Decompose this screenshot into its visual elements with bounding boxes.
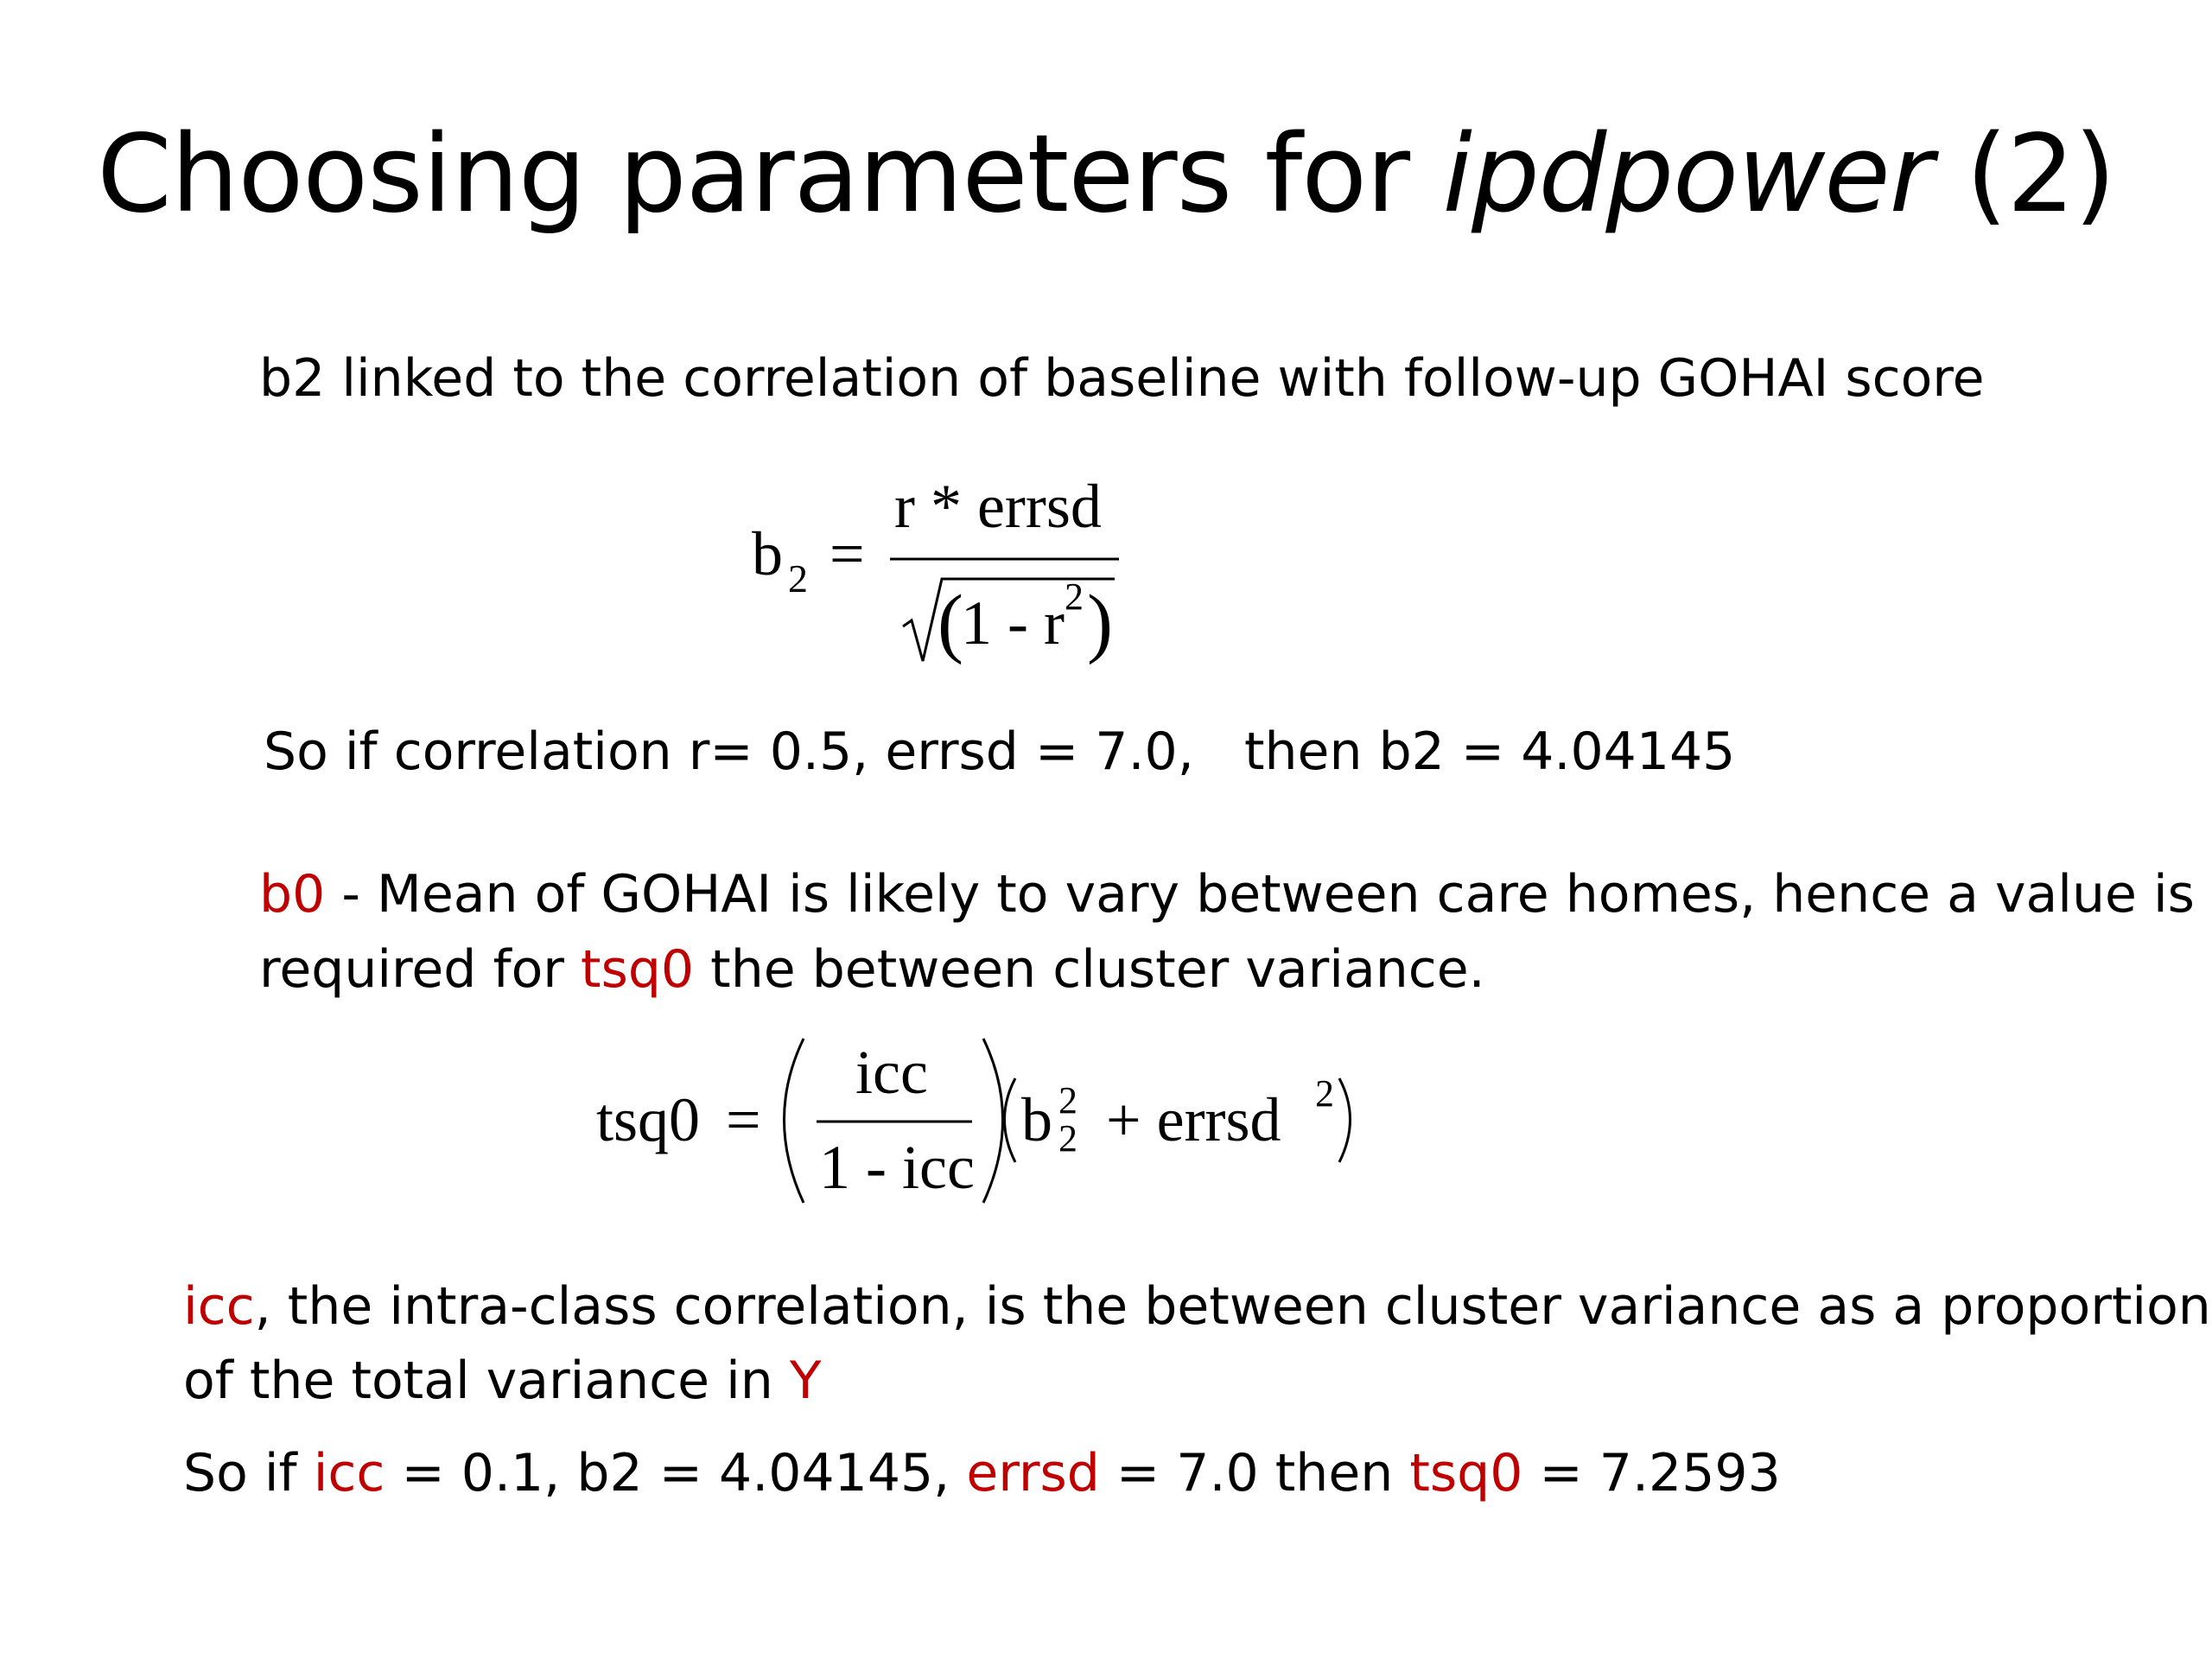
f1-den-exp: 2 <box>1065 575 1084 618</box>
slide-title <box>0 112 2212 237</box>
f1-den: 1 - r <box>961 588 1065 658</box>
f1-eq: = <box>830 519 865 588</box>
f1-lparen: ( <box>938 580 963 665</box>
p3-pre: So if <box>183 1443 314 1503</box>
title-italic: ipdpower <box>1442 112 1933 237</box>
p3-post: = 7.2593 <box>1522 1443 1781 1503</box>
f2-lparen-big <box>785 1039 804 1203</box>
formula-b2 <box>734 467 1149 683</box>
f1-numerator: r * errsd <box>894 472 1102 541</box>
icc-paragraph-line1 <box>183 1276 2211 1337</box>
f2-lparen <box>1005 1078 1016 1162</box>
f2-lhs: tsq0 <box>596 1085 701 1154</box>
f2-den: 1 - icc <box>819 1133 975 1202</box>
p3-errsd: errsd <box>966 1443 1100 1503</box>
title-prefix: Choosing parameters for <box>97 112 1443 237</box>
f1-lhs-sub: 2 <box>788 556 808 601</box>
p3-tsq0: tsq0 <box>1409 1443 1523 1503</box>
f2-b-sub: 2 <box>1058 1117 1077 1160</box>
f2-err-sup: 2 <box>1315 1072 1334 1115</box>
b0-term: b0 <box>259 864 326 925</box>
y-term: Y <box>789 1351 822 1411</box>
formula-tsq0 <box>588 1020 1382 1218</box>
tsq0-example <box>183 1443 1781 1503</box>
example-b2-result: then b2 = 4.04145 <box>1244 721 1736 782</box>
p3-mid1: = 0.1, b2 = 4.04145, <box>385 1443 967 1503</box>
p1-l2-post: the between cluster variance. <box>694 939 1485 1000</box>
b0-paragraph-line1 <box>259 864 2195 925</box>
p2-l2-pre: of the total variance in <box>183 1351 790 1411</box>
b0-text: - Mean of GOHAI is likely to vary between care homes, hence a value is <box>325 864 2195 925</box>
title-suffix: (2) <box>1932 112 2115 237</box>
f2-rparen-big <box>983 1039 1003 1203</box>
icc-text: , the intra-class correlation, is the between cluster variance as a proportion <box>254 1276 2211 1337</box>
p3-icc: icc <box>313 1443 385 1503</box>
tsq0-term: tsq0 <box>581 939 695 1000</box>
f2-errsd: + errsd <box>1106 1085 1281 1154</box>
f1-rparen: ) <box>1087 580 1113 665</box>
example-r-errsd: So if correlation r= 0.5, errsd = 7.0, <box>264 721 1194 782</box>
p1-l2-pre: required for <box>259 939 582 1000</box>
f1-lhs-b: b <box>752 519 783 588</box>
f2-num: icc <box>855 1038 928 1107</box>
icc-paragraph-line2 <box>183 1351 822 1411</box>
p3-mid2: = 7.0 then <box>1099 1443 1410 1503</box>
f2-eq: = <box>726 1085 761 1154</box>
icc-term: icc <box>183 1276 255 1337</box>
b2-description: b2 linked to the correlation of baseline with follow-up GOHAI score <box>259 348 1985 409</box>
f2-b: b <box>1021 1085 1052 1154</box>
b0-paragraph-line2 <box>259 939 1485 1000</box>
f2-b-sup: 2 <box>1058 1079 1077 1122</box>
f2-rparen <box>1339 1078 1351 1162</box>
